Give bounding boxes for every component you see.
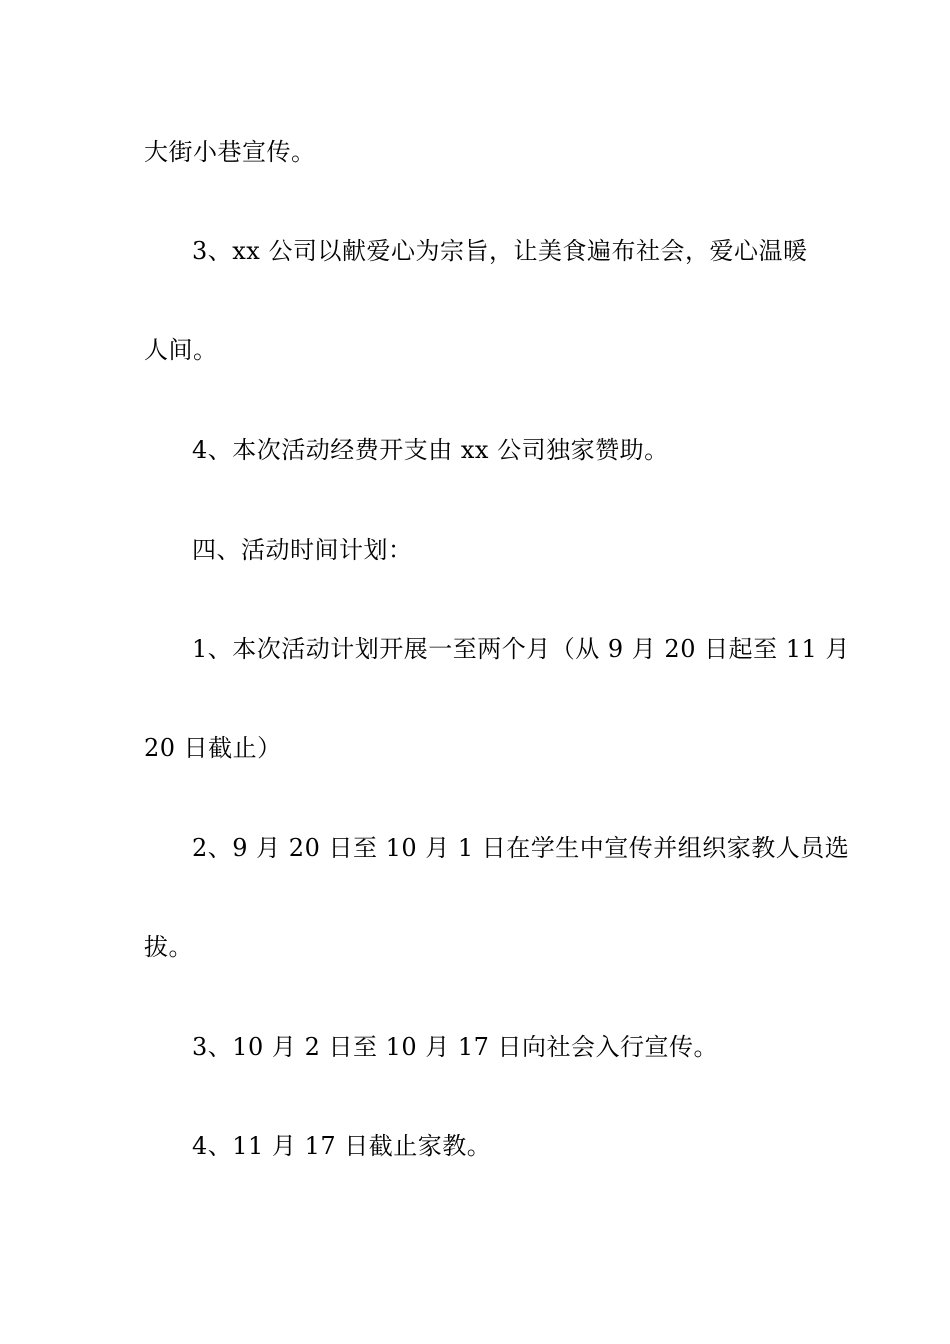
text-line-schedule-4: 4、11 月 17 日截止家教。 [192,1132,492,1160]
text-line-schedule-3: 3、10 月 2 日至 10 月 17 日向社会入行宣传。 [192,1033,719,1061]
text-line-schedule-2: 2、9 月 20 日至 10 月 1 日在学生中宣传并组织家教人员选 [192,834,850,862]
text-line-schedule-1: 1、本次活动计划开展一至两个月（从 9 月 20 日起至 11 月 [192,635,850,663]
text-line-continuation-3: 20 日截止） [144,734,282,762]
text-line-continuation-2: 人间。 [144,336,218,364]
text-line-continuation-1: 大街小巷宣传。 [144,138,316,166]
section-heading-schedule: 四、活动时间计划： [192,536,413,564]
text-line-item-3: 3、xx 公司以献爱心为宗旨，让美食遍布社会，爱心温暖 [192,237,808,265]
text-line-item-4: 4、本次活动经费开支由 xx 公司独家赞助。 [192,436,669,464]
text-line-continuation-4: 拔。 [144,933,193,961]
